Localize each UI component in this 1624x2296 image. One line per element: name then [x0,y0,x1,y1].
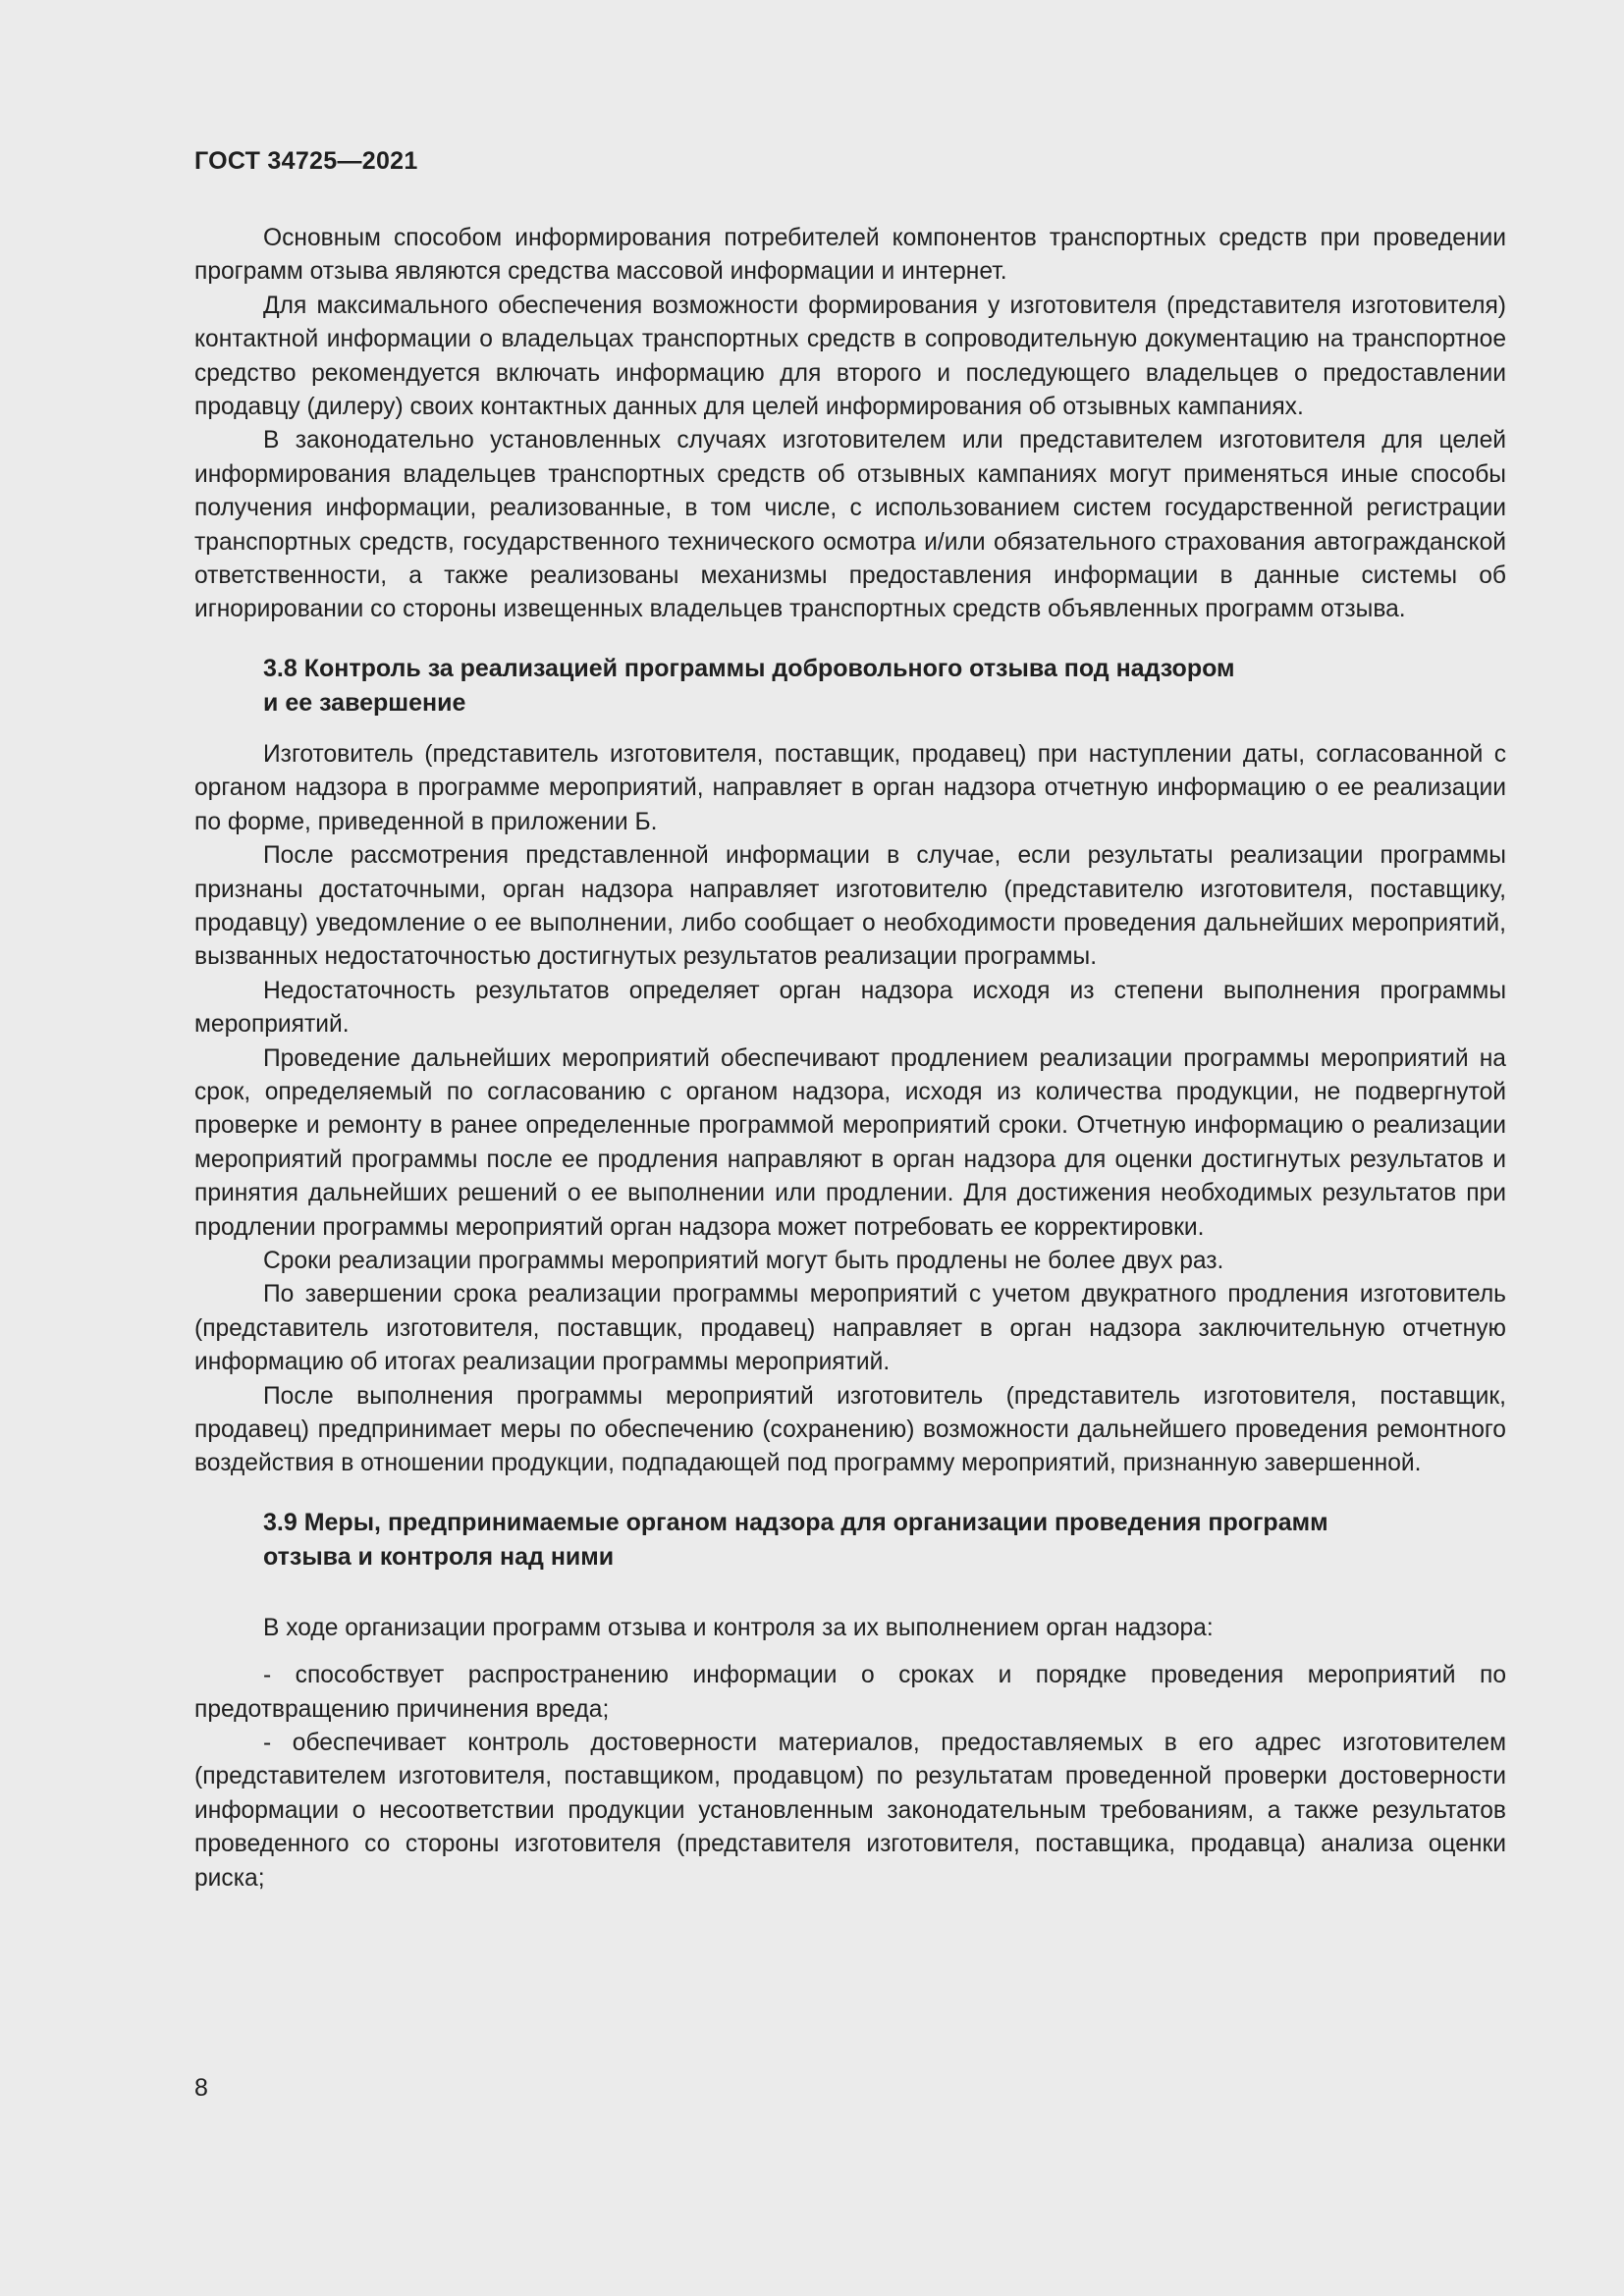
list-item: - способствует распространению информации о сроках и порядке проведения мероприятий по предотвращению причинения вреда; [194,1662,1506,1723]
paragraph: Сроки реализации программы мероприятий могут быть продлены не более двух раз. [263,1247,1224,1274]
section-heading-line: 3.8 Контроль за реализацией программы добровольного отзыва под надзором [263,654,1235,682]
paragraph: В законодательно установленных случаях изготовителем или представителем изготовителя для целей информирования владельцев транспортных средств об отзывных кампаниях могут применяться иные способы получения информации, реализованные, в том числе, с использованием систем государственной регистрации транспортных средств, государственного технического осмотра и/или обязательного страхования автогражданской ответственности, а также реализованы механизмы предоставления информации в данные системы об игнорировании со стороны извещенных владельцев транспортных средств объявленных программ отзыва. [194,427,1506,623]
paragraph: После рассмотрения представленной информации в случае, если результаты реализации программы признаны достаточными, орган надзора направляет изготовителю (представителю изготовителя, поставщику, продавцу) уведомление о ее выполнении, либо сообщает о необходимости проведения дальнейших мероприятий, вызванных недостаточностью достигнутых результатов реализации программы. [194,842,1506,971]
section-heading-line: и ее завершение [263,688,466,717]
document-header: ГОСТ 34725—2021 [194,147,418,175]
list-item: - обеспечивает контроль достоверности материалов, предоставляемых в его адрес изготовителем (представителем изготовителя, поставщиком, продавцом) по результатам проведенной проверки достоверности информации о несоответствии продукции установленным законодательным требованиям, а также результатов проведенного со стороны изготовителя (представителя изготовителя, поставщика, продавца) анализа оценки риска; [194,1730,1506,1892]
paragraph: Изготовитель (представитель изготовителя, поставщик, продавец) при наступлении даты, согласованной с органом надзора в программе мероприятий, направляет в орган надзора отчетную информацию о ее реализации по форме, приведенной в приложении Б. [194,740,1506,835]
section-heading-3-9 [194,1506,1506,1575]
paragraph: Недостаточность результатов определяет орган надзора исходя из степени выполнения программы мероприятий. [194,977,1506,1039]
document-body [194,222,1506,1896]
section-heading-3-8 [194,652,1506,721]
paragraph: В ходе организации программ отзыва и контроля за их выполнением орган надзора: [263,1614,1214,1641]
paragraph: Проведение дальнейших мероприятий обеспечивают продлением реализации программы мероприятий на срок, определяемый по согласованию с органом надзора, исходя из количества продукции, не подвергнутой проверке и ремонту в ранее определенные программой мероприятий сроки. Отчетную информацию о реализации мероприятий программы после ее продления направляют в орган надзора для оценки достигнутых результатов и принятия дальнейших решений о ее выполнении или продлении. Для достижения необходимых результатов при продлении программы мероприятий орган надзора может потребовать ее корректировки. [194,1044,1506,1241]
paragraph: По завершении срока реализации программы мероприятий с учетом двукратного продления изготовитель (представитель изготовителя, поставщик, продавец) направляет в орган надзора заключительную отчетную информацию об итогах реализации программы мероприятий. [194,1281,1506,1376]
page-number: 8 [194,2074,208,2102]
paragraph: Для максимального обеспечения возможности формирования у изготовителя (представителя изготовителя) контактной информации о владельцах транспортных средств в сопроводительную документацию на транспортное средство рекомендуется включать информацию для второго и последующего владельцев о предоставлении продавцу (дилеру) своих контактных данных для целей информирования об отзывных кампаниях. [194,292,1506,421]
paragraph: После выполнения программы мероприятий изготовитель (представитель изготовителя, поставщик, продавец) предпринимает меры по обеспечению (сохранению) возможности дальнейшего проведения ремонтного воздействия в отношении продукции, подпадающей под программу мероприятий, признанную завершенной. [194,1382,1506,1477]
section-heading-line: 3.9 Меры, предпринимаемые органом надзора для организации проведения программ [263,1508,1328,1536]
section-heading-line: отзыва и контроля над ними [263,1542,615,1571]
paragraph: Основным способом информирования потребителей компонентов транспортных средств при проведении программ отзыва являются средства массовой информации и интернет. [194,225,1506,286]
